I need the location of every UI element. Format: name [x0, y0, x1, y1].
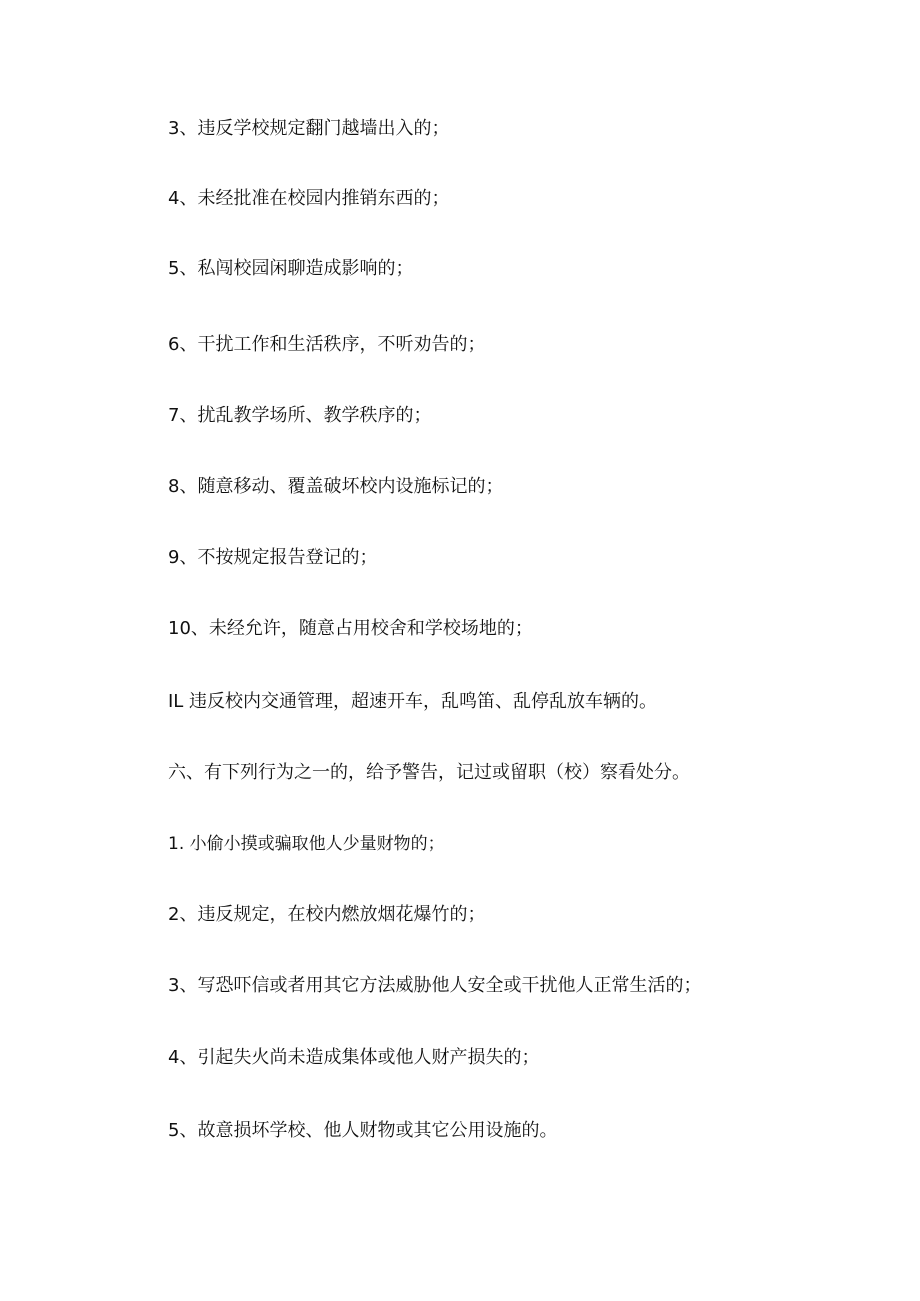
- section-heading-six: 六、有下列行为之一的，给予警告，记过或留职（校）察看处分。: [168, 762, 690, 783]
- rule-item-6: 6、干扰工作和生活秩序，不听劝告的；: [168, 334, 486, 355]
- rule-item-7: 7、扰乱教学场所、教学秩序的；: [168, 405, 432, 426]
- section-six-item-1: 1. 小偷小摸或骗取他人少量财物的；: [168, 834, 445, 854]
- rule-item-10: 10、未经允许，随意占用校舍和学校场地的；: [168, 618, 533, 639]
- rule-item-9: 9、不按规定报告登记的；: [168, 547, 378, 568]
- section-six-item-3: 3、写恐吓信或者用其它方法威胁他人安全或干扰他人正常生活的；: [168, 975, 702, 996]
- rule-item-3: 3、违反学校规定翻门越墙出入的；: [168, 118, 450, 139]
- section-six-item-2: 2、违反规定，在校内燃放烟花爆竹的；: [168, 904, 486, 925]
- section-six-item-5: 5、故意损坏学校、他人财物或其它公用设施的。: [168, 1120, 558, 1141]
- rule-item-5: 5、私闯校园闲聊造成影响的；: [168, 258, 414, 279]
- rule-item-11: IL 违反校内交通管理，超速开车，乱鸣笛、乱停乱放车辆的。: [168, 691, 658, 712]
- rule-item-4: 4、未经批准在校园内推销东西的；: [168, 188, 450, 209]
- section-six-item-4: 4、引起失火尚未造成集体或他人财产损失的；: [168, 1047, 540, 1068]
- rule-item-8: 8、随意移动、覆盖破坏校内设施标记的；: [168, 476, 504, 497]
